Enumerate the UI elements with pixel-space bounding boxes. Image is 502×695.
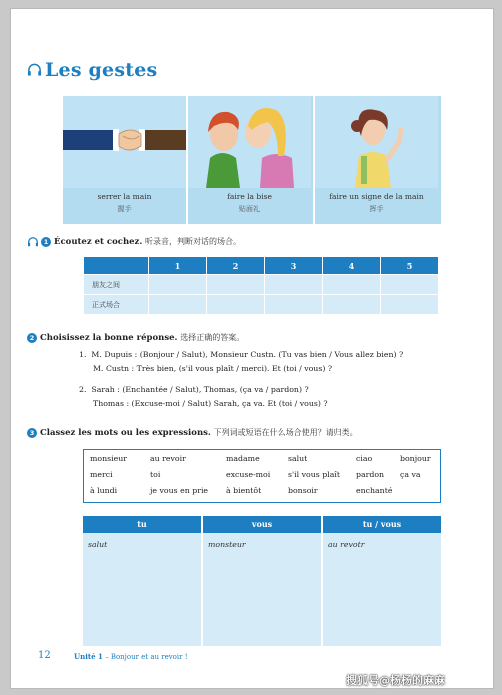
- picture-bise: faire la bise 贴面礼: [188, 96, 311, 224]
- answer-cell[interactable]: [381, 295, 439, 315]
- table-row: 朋友之间: [84, 275, 439, 295]
- watermark: 搜狐号@杨杨的麻麻: [346, 674, 445, 687]
- exercise-1-heading: 1 Écoutez et cochez. 听录音，判断对话的场合。: [27, 236, 241, 247]
- answer-cell[interactable]: [323, 295, 381, 315]
- picture-handshake: serrer la main 握手: [63, 96, 186, 224]
- listening-table: 1 2 3 4 5 朋友之间 正式场合: [83, 256, 439, 315]
- unit-footer: Unité 1 – Bonjour et au revoir !: [74, 652, 188, 661]
- answer-cell[interactable]: [207, 275, 265, 295]
- exercise-2-heading: 2 Choisissez la bonne réponse. 选择正确的答案。: [27, 332, 244, 343]
- answer-cell[interactable]: [149, 275, 207, 295]
- dialog-2: 2. Sarah : (Enchantée / Salut), Thomas, (ça va / pardon) ? Thomas : (Excuse-moi / Salut) Sarah, ça va. Et (toi / vous) ?: [79, 385, 328, 408]
- column-vous[interactable]: vous monsteur: [203, 516, 321, 646]
- headphones-icon: [27, 237, 39, 247]
- word-bank: monsieur au revoir madame salut ciao bonjour merci toi excuse-moi s'il vous plaît pardon ça va à lundi je vous en prie à bientôt bonsoir enchanté: [83, 449, 441, 503]
- headphones-icon: [27, 63, 42, 77]
- answer-cell[interactable]: [265, 275, 323, 295]
- exercise-number-badge: 2: [27, 333, 37, 343]
- bise-illustration: [188, 96, 311, 188]
- column-tu[interactable]: tu salut: [83, 516, 201, 646]
- table-row: 正式场合: [84, 295, 439, 315]
- dialog-1: 1. M. Dupuis : (Bonjour / Salut), Monsieur Custn. (Tu vas bien / Vous allez bien) ? M. Custn : Très bien, (s'il vous plaît / merci). Et (toi / vous) ?: [79, 350, 404, 373]
- answer-cell[interactable]: [149, 295, 207, 315]
- page-number: 12: [38, 650, 51, 661]
- answer-cell[interactable]: [207, 295, 265, 315]
- page-title: Les gestes: [45, 59, 158, 81]
- handshake-illustration: [63, 96, 186, 188]
- answer-cell[interactable]: [265, 295, 323, 315]
- exercise-number-badge: 3: [27, 428, 37, 438]
- answer-cell[interactable]: [323, 275, 381, 295]
- exercise-3-heading: 3 Classez les mots ou les expressions. 下列词或短语在什么场合使用？请归类。: [27, 427, 358, 438]
- textbook-page: [10, 8, 494, 689]
- exercise-number-badge: 1: [41, 237, 51, 247]
- column-tu-vous[interactable]: tu / vous au revotr: [323, 516, 441, 646]
- classification-table: [83, 516, 440, 646]
- picture-wave: faire un signe de la main 挥手: [315, 96, 438, 224]
- gesture-pictures: [63, 96, 441, 224]
- answer-cell[interactable]: [381, 275, 439, 295]
- wave-illustration: [315, 96, 438, 188]
